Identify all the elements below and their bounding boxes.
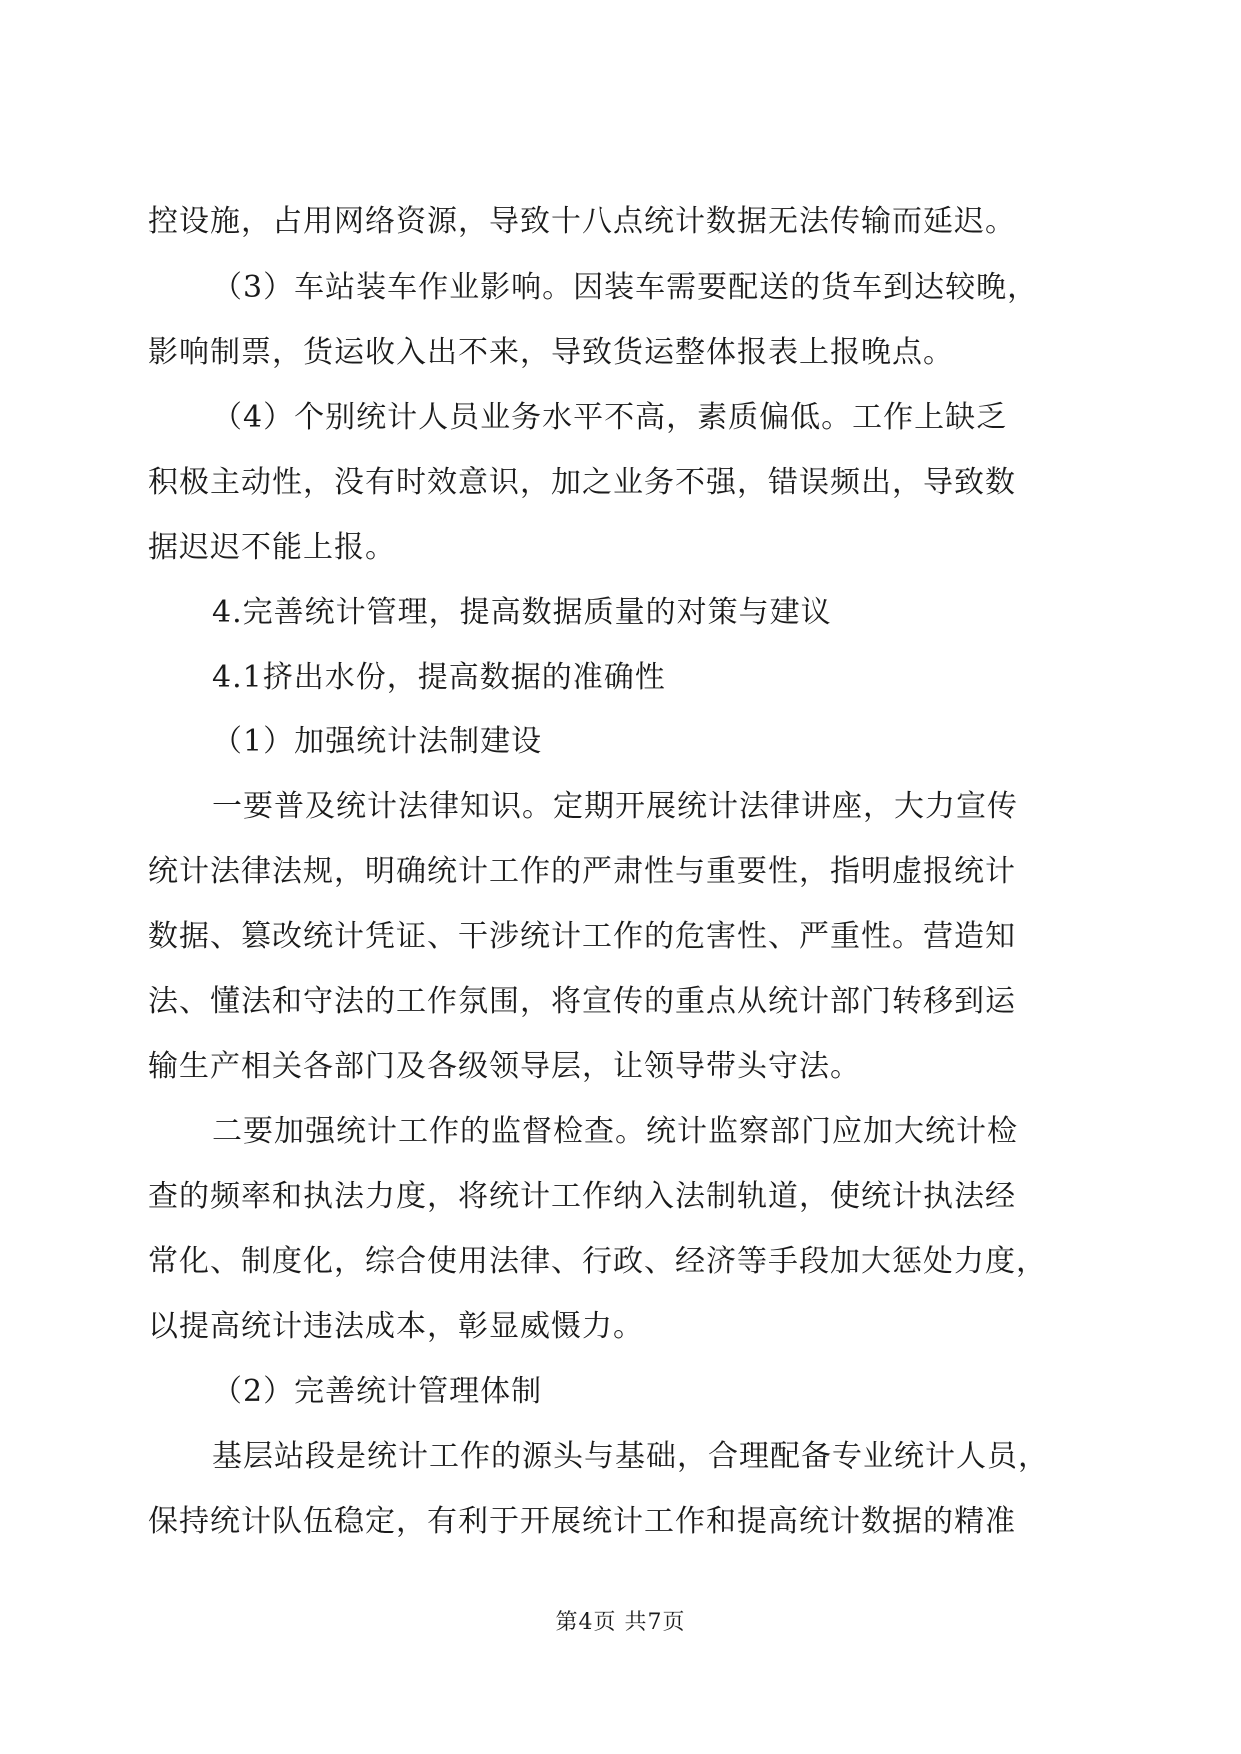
text-line: 常化、制度化，综合使用法律、行政、经济等手段加大惩处力度， (148, 1244, 1047, 1279)
text-line: 查的频率和执法力度，将统计工作纳入法制轨道，使统计执法经 (148, 1179, 1016, 1214)
text-line: 一要普及统计法律知识。定期开展统计法律讲座，大力宣传 (212, 789, 1018, 824)
subsection-heading: 4.1挤出水份，提高数据的准确性 (212, 660, 666, 695)
section-heading: 4.完善统计管理，提高数据质量的对策与建议 (212, 595, 832, 630)
text-line: 据迟迟不能上报。 (148, 530, 396, 565)
text-line: 影响制票，货运收入出不来，导致货运整体报表上报晚点。 (148, 335, 954, 370)
text-line: （3）车站装车作业影响。因装车需要配送的货车到达较晚， (212, 270, 1039, 305)
text-line: 基层站段是统计工作的源头与基础，合理配备专业统计人员， (212, 1439, 1049, 1474)
text-line: 控设施，占用网络资源，导致十八点统计数据无法传输而延迟。 (148, 204, 1016, 239)
text-line: 积极主动性，没有时效意识，加之业务不强，错误频出，导致数 (148, 465, 1016, 500)
page-number: 第4页 共7页 (555, 1610, 686, 1635)
text-line: （4）个别统计人员业务水平不高，素质偏低。工作上缺乏 (212, 400, 1008, 435)
text-line: 法、懂法和守法的工作氛围，将宣传的重点从统计部门转移到运 (148, 984, 1016, 1019)
subheading: （2）完善统计管理体制 (212, 1374, 543, 1409)
text-line: 数据、篡改统计凭证、干涉统计工作的危害性、严重性。营造知 (148, 919, 1016, 954)
text-line: 二要加强统计工作的监督检查。统计监察部门应加大统计检 (212, 1114, 1018, 1149)
subheading: （1）加强统计法制建设 (212, 724, 543, 759)
text-line: 保持统计队伍稳定，有利于开展统计工作和提高统计数据的精准 (148, 1504, 1016, 1539)
text-line: 统计法律法规，明确统计工作的严肃性与重要性，指明虚报统计 (148, 854, 1016, 889)
text-line: 输生产相关各部门及各级领导层，让领导带头守法。 (148, 1049, 861, 1084)
text-line: 以提高统计违法成本，彰显威慑力。 (148, 1309, 644, 1344)
